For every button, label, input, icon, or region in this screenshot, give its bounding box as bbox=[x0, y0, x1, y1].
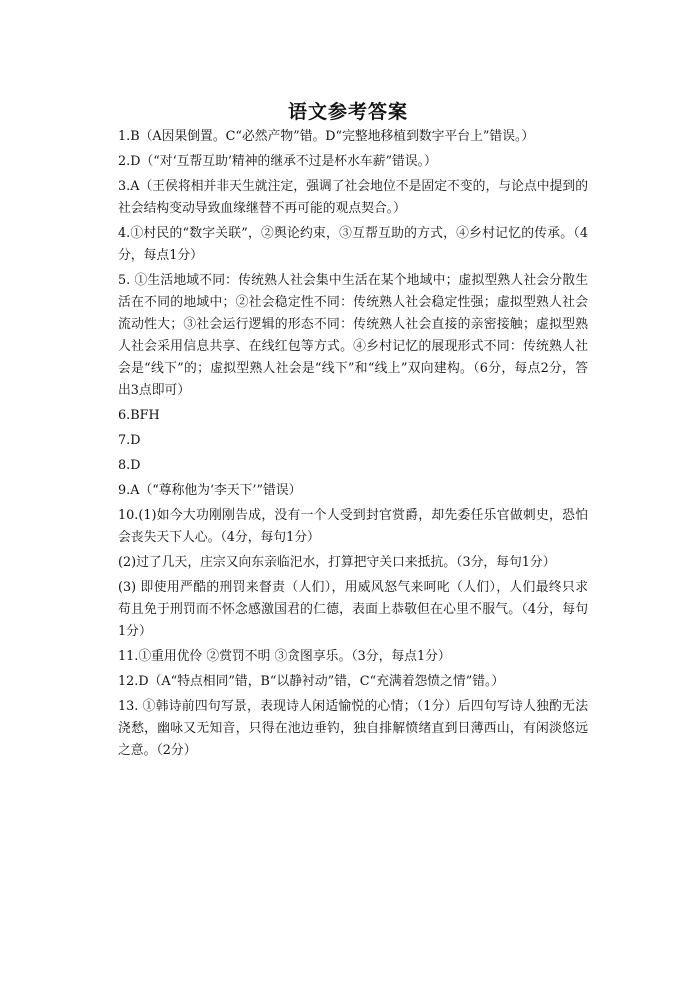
answer-item-3: 3.A（王侯将相并非天生就注定，强调了社会地位不是固定不变的，与论点中提到的社会结构变动导致血缘继替不再可能的观点契合。） bbox=[118, 179, 588, 216]
answer-item-4: 4.①村民的“数字关联”，②舆论约束，③互帮互助的方式，④乡村记忆的传承。（4分，每点1分） bbox=[118, 226, 588, 263]
answer-item-7: 7.D bbox=[118, 433, 141, 448]
answer-item-8: 8.D bbox=[118, 458, 141, 473]
answer-item-10-2: (2)过了几天，庄宗又向东亲临汜水，打算把守关口来抵抗。（3分，每句1分） bbox=[118, 555, 556, 570]
page-title: 语文参考答案 bbox=[287, 101, 408, 123]
answer-item-13: 13. ①韩诗前四句写景，表现诗人闲适愉悦的心情；（1分）后四句写诗人独酌无法浇愁，幽咏又无知音，只得在池边垂钓，独自排解愤绪直到日薄西山，有闲淡悠远之意。（2分） bbox=[118, 699, 588, 758]
answer-item-5: 5. ①生活地域不同：传统熟人社会集中生活在某个地域中；虚拟型熟人社会分散生活在不同的地域中；②社会稳定性不同：传统熟人社会稳定性强；虚拟型熟人社会流动性大；③社会运行逻辑的形态不同：传统熟人社会直接的亲密接触；虚拟型熟人社会采用信息共享、在线红包等方式。④乡村记忆的展现形式不同：传统熟人社会是“线下”的；虚拟型熟人社会是“线下”和“线上”双向建构。（6分，每点2分，答出3点即可） bbox=[118, 273, 588, 398]
answer-item-9: 9.A（“尊称他为‘李天下’”错误） bbox=[118, 483, 302, 498]
answer-item-6: 6.BFH bbox=[118, 408, 160, 423]
answer-item-10-1: 10.(1)如今大功刚刚告成，没有一个人受到封官赏爵，却先委任乐官做刺史，恐怕会丧失天下人心。（4分，每句1分） bbox=[118, 508, 588, 545]
answer-item-12: 12.D（A“特点相同”错，B“以静衬动”错，C“充满着怨愤之情”错。） bbox=[118, 674, 505, 689]
answer-item-2: 2.D（“对‘互帮互助’精神的继承不过是杯水车薪”错误。） bbox=[118, 154, 437, 169]
answer-item-1: 1.B（A因果倒置。C“必然产物”错。D“完整地移植到数字平台上”错误。） bbox=[118, 129, 535, 144]
answer-item-11: 11.①重用优伶 ②赏罚不明 ③贪图享乐。（3分，每点1分） bbox=[118, 649, 451, 664]
answer-item-10-3: (3) 即使用严酷的刑罚来督责（人们），用威风怒气来呵叱（人们），人们最终只求苟且免于刑罚而不怀念感激国君的仁德，表面上恭敬但在心里不服气。（4分，每句1分） bbox=[118, 580, 588, 639]
answer-list bbox=[118, 126, 588, 765]
